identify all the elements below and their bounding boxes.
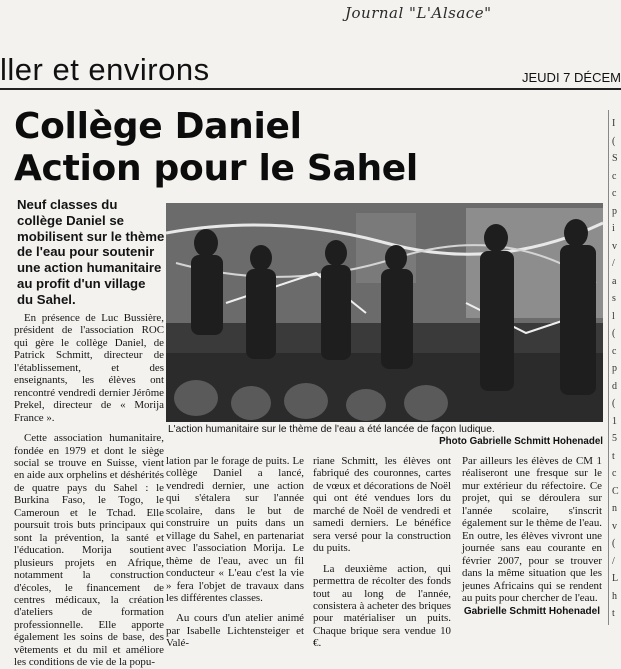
edge-fragment-char: n xyxy=(612,503,617,514)
edge-fragment-char: ( xyxy=(612,538,616,549)
headline-line-2: Action pour le Sahel xyxy=(14,148,418,189)
headline-line-1: Collège Daniel xyxy=(14,106,302,147)
edge-fragment-char: a xyxy=(612,275,617,287)
edge-fragment-char: d xyxy=(612,380,617,392)
photo-caption xyxy=(168,424,603,448)
article-lead: Neuf classes du collège Daniel se mobilisent sur le thème de l'eau pour soutenir une action humanitaire au profit d'un village du Sahel. xyxy=(17,197,165,307)
article-column-4 xyxy=(462,455,602,604)
edge-fragment-char: c xyxy=(612,188,617,199)
column-divider xyxy=(608,110,609,625)
edge-fragment-char: ( xyxy=(612,135,616,147)
column-1-paragraph-2: Cette association humanitaire, fondée en 1979 et dont le siège social se trouve en Suisse, vient en aide aux orphelins et déshérités de quatre pays du Sahel : le Burkina Faso, le Togo, le Cameroun et le Tchad. Elle poursuit trois buts principaux qui sont la prévention, la santé et l'éducation. Morija soutient plusieurs projets en Afrique, notamment la construction d'écoles, le financement de centres médicaux, la création d'ateliers de formation professionnelle. Elle apporte également les soins de base, des vêtements et du mil et améliore les conditions de vie de la popu- xyxy=(14,432,164,669)
edge-fragment-char: ( xyxy=(612,398,616,409)
edge-fragment-char: p xyxy=(612,363,617,374)
edge-fragment-char: C xyxy=(612,485,619,497)
edge-fragment-char: L xyxy=(612,573,619,584)
edge-fragment-char: p xyxy=(612,205,617,217)
edge-fragment-char: i xyxy=(612,223,615,234)
header-rule xyxy=(0,88,621,90)
edge-fragment-char: / xyxy=(612,258,615,269)
edge-fragment-char: h xyxy=(612,590,617,602)
handwritten-source-note: Journal "L'Alsace" xyxy=(345,4,492,22)
article-column-3 xyxy=(313,455,451,650)
article-column-1 xyxy=(14,312,164,669)
author-signature: Gabrielle Schmitt Hohenadel xyxy=(463,606,600,617)
column-4-paragraph-1: Par ailleurs les élèves de CM 1 réaliseront une fresque sur le mur extérieur du réfectoire. Ce projet, qui se déroulera sur l'année scolaire, s'inscrit également sur le thème de l'eau. En outre, les élèves vivront une journée sans eau courante en février 2007, pour se trouver dans la même situation que les jeunes Africains qui se rendent au puits pour chercher de l'eau. xyxy=(462,455,602,604)
edge-fragment-char: I xyxy=(612,118,616,129)
article-photo xyxy=(166,203,603,422)
edge-fragment-char: 1 xyxy=(612,415,617,427)
edge-fragment-char: c xyxy=(612,170,617,182)
edge-fragment-char: t xyxy=(612,608,615,619)
issue-date: JEUDI 7 DÉCEM xyxy=(522,70,621,85)
section-title: ller et environs xyxy=(0,52,210,87)
edge-fragment-char: / xyxy=(612,555,615,567)
edge-fragment-char: c xyxy=(612,468,617,479)
edge-fragment-char: ( xyxy=(612,328,616,339)
edge-fragment-char: v xyxy=(612,520,617,532)
edge-fragment-char: s xyxy=(612,293,616,304)
column-3-paragraph-1: riane Schmitt, les élèves ont fabriqué des couronnes, cartes de vœux et décorations de Noël qui ont été vendues lors du marché de Noël de vendredi et samedi derniers. Le bénéfice sera versé pour la construction du puits. xyxy=(313,455,451,555)
edge-fragment-char: S xyxy=(612,153,618,164)
caption-text: L'action humanitaire sur le thème de l'eau a été lancée de façon ludique. xyxy=(168,424,495,435)
column-3-paragraph-2: La deuxième action, qui permettra de récolter des fonds tout au long de l'année, consistera à acheter des briques pour matérialiser un puits. Chaque brique sera vendue 10 €. xyxy=(313,562,451,650)
column-1-paragraph-1: En présence de Luc Bussière, président de l'association ROC qui gère le collège Daniel, de Patrick Schmitt, directeur de l'établissement, et des enseignants, les élèves ont rencontré vendredi dernier Jérôme Prekel, directeur de « Morija France ». xyxy=(14,312,164,424)
photo-credit: Photo Gabrielle Schmitt Hohenadel xyxy=(439,436,603,447)
edge-fragment-char: t xyxy=(612,450,615,462)
classroom-photo-illustration xyxy=(166,203,603,422)
edge-fragment-char: 5 xyxy=(612,433,617,444)
edge-fragment-char: l xyxy=(612,310,615,322)
article-column-2 xyxy=(166,455,304,650)
column-2-paragraph-1: lation par le forage de puits. Le collège Daniel a lancé, vendredi dernier, une action qui s'étalera sur l'année scolaire, dans le but de construire un puits dans un village du Sahel, en partenariat avec l'association Morija. Le thème de l'eau, avec un fil conducteur « L'eau c'est la vie » fera l'objet de travaux dans les différentes classes. xyxy=(166,455,304,604)
edge-fragment-char: v xyxy=(612,240,617,252)
column-2-paragraph-2: Au cours d'un atelier animé par Isabelle Lichtensteiger et Valé- xyxy=(166,612,304,650)
edge-fragment-char: c xyxy=(612,345,617,357)
